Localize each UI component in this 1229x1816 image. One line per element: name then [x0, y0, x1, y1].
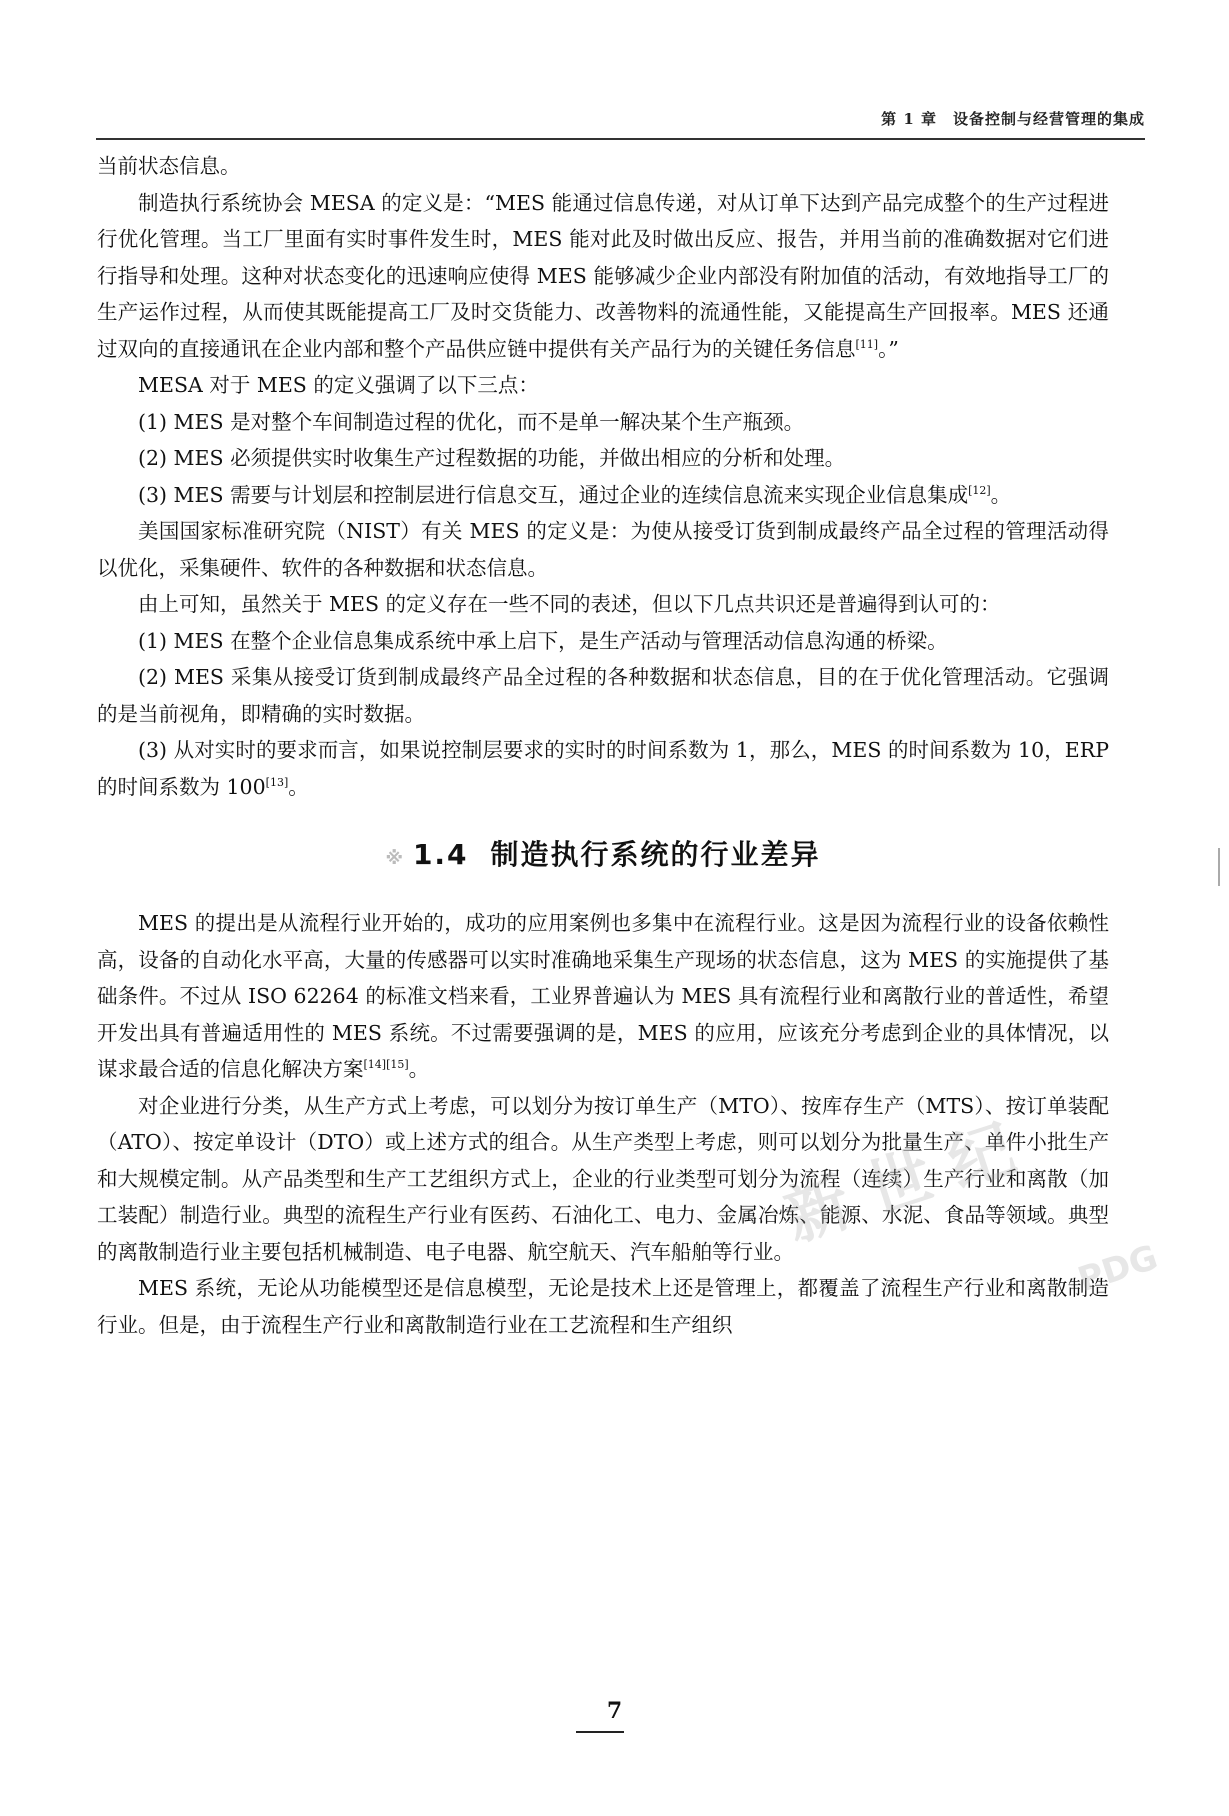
- paragraph: MES 系统，无论从功能模型还是信息模型，无论是技术上还是管理上，都覆盖了流程生产行业和离散制造行业。但是，由于流程生产行业和离散制造行业在工艺流程和生产组织: [97, 1276, 1109, 1337]
- paragraph: 由上可知，虽然关于 MES 的定义存在一些不同的表述，但以下几点共识还是普遍得到认可的：: [138, 592, 1001, 616]
- paragraph: (1) MES 在整个企业信息集成系统中承上启下，是生产活动与管理活动信息沟通的桥梁。: [138, 628, 948, 653]
- page-number: 7: [606, 1698, 623, 1724]
- scan-artifact: [1218, 848, 1220, 886]
- watermark-glyphs: 新 世 纪: [775, 1112, 1024, 1256]
- paragraph: MES 的提出是从流程行业开始的，成功的应用案例也多集中在流程行业。这是因为流程行业的设备依赖性高，设备的自动化水平高，大量的传感器可以实时准确地采集生产现场的状态信息，这为 MES 的实施提供了基础条件。不过从 ISO 62264 的标准文档来看，工业界普遍认为 MES 具有流程行业和离散行业的普适性，希望开发出具有普遍适用性的 MES 系统。不过需要强调的是，MES 的应用，应该充分考虑到企业的具体情况，以谋求最合适的信息化解决方案[14][15]。: [97, 911, 1109, 1081]
- page-content: [97, 148, 1109, 1343]
- section-marker-icon: ※: [385, 848, 405, 869]
- running-head: 第 1 章 设备控制与经营管理的集成: [881, 110, 1145, 128]
- paragraph: 当前状态信息。: [97, 154, 241, 178]
- citation: [14][15]: [363, 1058, 409, 1072]
- paragraph: (3) MES 需要与计划层和控制层进行信息交互，通过企业的连续信息流来实现企业信息集成[12]。: [138, 482, 1012, 507]
- section-heading: [97, 835, 1109, 879]
- paragraph: MESA 对于 MES 的定义强调了以下三点：: [138, 373, 539, 397]
- paragraph: 对企业进行分类，从生产方式上考虑，可以划分为按订单生产（MTO）、按库存生产（MTS）、按订单装配（ATO）、按定单设计（DTO）或上述方式的组合。从生产类型上考虑，则可以划分为批量生产、单件小批生产和大规模定制。从产品类型和生产工艺组织方式上，企业的行业类型可划分为流程（连续）生产行业和离散（加工装配）制造行业。典型的流程生产行业有医药、石油化工、电力、金属冶炼、能源、水泥、食品等领域。典型的离散制造行业主要包括机械制造、电子电器、航空航天、汽车船舶等行业。: [97, 1093, 1109, 1264]
- paragraph: (2) MES 采集从接受订货到制成最终产品全过程的各种数据和状态信息，目的在于优化管理活动。它强调的是当前视角，即精确的实时数据。: [97, 665, 1109, 726]
- paragraph: 制造执行系统协会 MESA 的定义是：“MES 能通过信息传递，对从订单下达到产品完成整个的生产过程进行优化管理。当工厂里面有实时事件发生时，MES 能对此及时做出反应、报告，并用当前的准确数据对它们进行指导和处理。这种对状态变化的迅速响应使得 MES 能够减少企业内部没有附加值的活动，有效地指导工厂的生产运作过程，从而使其既能提高工厂及时交货能力、改善物料的流通性能，又能提高生产回报率。MES 还通过双向的直接通讯在企业内部和整个产品供应链中提供有关产品行为的关键任务信息[11]。”: [97, 190, 1109, 361]
- citation: [12]: [968, 483, 991, 497]
- section-number: 1.4: [412, 838, 469, 871]
- watermark-pdg: PDG: [1073, 1237, 1163, 1301]
- header-rule: [96, 138, 1145, 140]
- paragraph: (3) 从对实时的要求而言，如果说控制层要求的实时的时间系数为 1，那么，MES 的时间系数为 10，ERP 的时间系数为 100[13]。: [97, 738, 1109, 799]
- section-title: 制造执行系统的行业差异: [490, 838, 821, 871]
- page-number-rule: [576, 1731, 624, 1733]
- paragraph: (2) MES 必须提供实时收集生产过程数据的功能，并做出相应的分析和处理。: [138, 446, 846, 470]
- citation: [13]: [265, 775, 289, 789]
- paragraph: (1) MES 是对整个车间制造过程的优化，而不是单一解决某个生产瓶颈。: [138, 409, 805, 434]
- citation: [11]: [855, 337, 879, 351]
- paragraph: 美国国家标准研究院（NIST）有关 MES 的定义是：为使从接受订货到制成最终产品全过程的管理活动得以优化，采集硬件、软件的各种数据和状态信息。: [97, 519, 1109, 580]
